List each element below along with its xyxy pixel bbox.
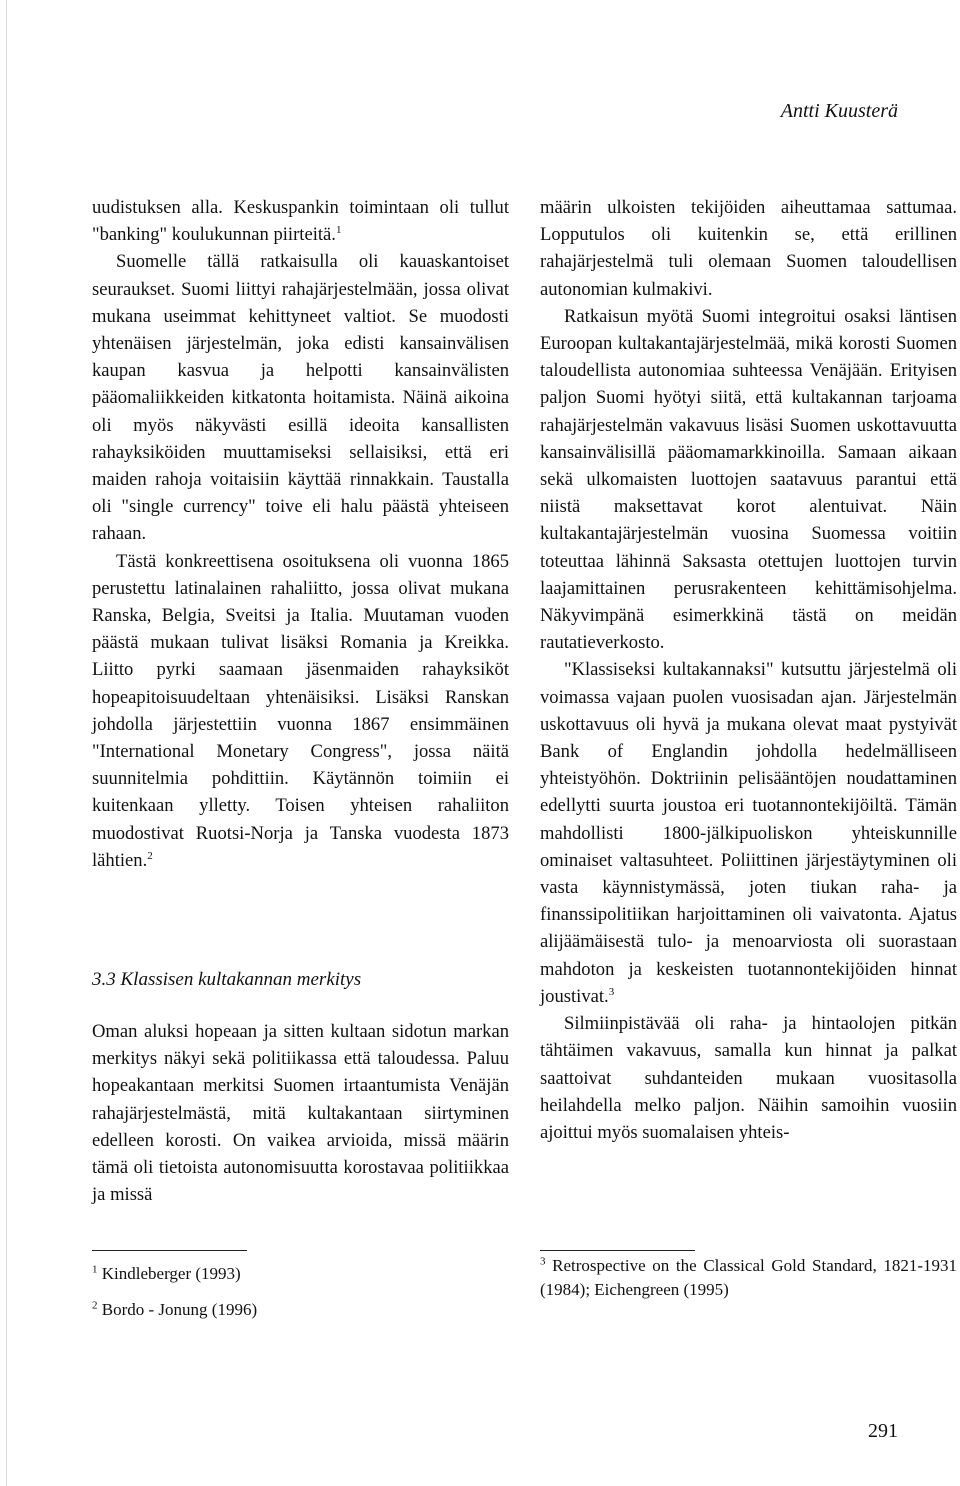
right-column [540,194,957,1146]
left-column [92,194,509,874]
footnote-text: Kindleberger (1993) [101,1264,241,1283]
paragraph: Silmiinpistävää oli raha- ja hintaolojen pitkän tähtäimen vakavuus, samalla kun hinnat ja palkat saattoivat suhdanteiden mukaan vuositasolla heilahdella melko paljon. Näihin samoihin vuosiin ajoittui myös suomalaisen yhteis- [540,1013,957,1143]
section-heading: 3.3 Klassisen kultakannan merkitys [92,969,362,990]
paragraph: Ratkaisun myötä Suomi integroitui osaksi läntisen Euroopan kultakantajärjestelmää, mikä korosti Suomen taloudellista autonomiaa suhteessa Venäjään. Erityisen paljon Suomi hyötyi siitä, että kultakannan tarjoama rahajärjestelmän vakavuus lisäsi Suomen uskottavuutta kansainvälisillä pääomamarkkinoilla. Samaan aikaan sekä ulkomaisten luottojen saatavuus parantui että niistä maksettavat korot alentuivat. Näin kultakantajärjestelmän vuosina Suomessa voitiin toteuttaa lähinnä Saksasta otettujen luottojen turvin laajamittainen perusrakenteen kehittämisohjelma. Näkyvimpänä esimerkkinä tästä on meidän rautatieverkosto. [540,305,957,654]
paragraph-text: Tästä konkreettisena osoituksena oli vuonna 1865 perustettu latinalainen rahaliitto, jossa olivat mukana Ranska, Belgia, Sveitsi ja Italia. Muutaman vuoden päästä mukaan tulivat lisäksi Romania ja Kreikka. Liitto pyrki saamaan jäsenmaiden rahayksiköt hopeapitoisuudeltaan yhtenäisiksi. Lisäksi Ranskan johdolla järjestettiin vuonna 1867 ensimmäinen "International Monetary Congress", jossa näitä suunnitelmia pohdittiin. Käytännön toimiin ei kuitenkaan ylletty. Toisen yhteisen rahaliiton muodostivat Ruotsi-Norja ja Tanska vuodesta 1873 lähtien. [92,550,509,871]
footnote-divider [92,1250,247,1251]
footnote-number: 3 [540,1255,546,1268]
paragraph-text: "Klassiseksi kultakannaksi" kutsuttu järjestelmä oli voimassa vajaan puolen vuosisadan ajan. Järjestelmän uskottavuus oli hyvä ja mukana olevat maat pystyivät Bank of Englandin johdolla hedelmälliseen yhteistyöhön. Doktriinin pelisääntöjen noudattaminen edellytti suurta joustoa eri tuotannontekijöiltä. Tämän mahdollisti 1800-jälkipuoliskon yhteiskunnille ominaiset valtasuhteet. Poliittinen järjestäytyminen oli vasta käynnistymässä, joten tiukan raha- ja finanssipolitiikan harjoittaminen oli vaivatonta. Ajatus alijäämäisestä tulo- ja menoarviosta oli suorastaan mahdoton ja keskeisten tuotannontekijöiden hinnat joustivat. [540,659,957,1007]
footnote-ref: 3 [608,985,615,998]
footnote-text: Bordo - Jonung (1996) [101,1300,258,1319]
footnote-divider [540,1250,695,1251]
section-paragraph: Oman aluksi hopeaan ja sitten kultaan sidotun markan merkitys näkyi sekä politiikassa että taloudessa. Paluu hopeakantaan merkitsi Suomen irtaantumista Venäjän rahajärjestelmästä, mitä kultakantaan siirtyminen edelleen korosti. On vaikea arvioida, missä määrin tämä oli tietoista autonomisuutta korostavaa politiikkaa ja missä [92,1021,509,1206]
paragraph: Suomelle tällä ratkaisulla oli kauaskantoiset seuraukset. Suomi liittyi rahajärjestelmään, jossa olivat mukana useimmat kehittyneet valtiot. Se muodosti yhtenäisen järjestelmän, joka edisti kansainvälisen kaupan kasvua ja helpotti kansainvälisten pääomaliikkeiden kitkatonta hoitamista. Näinä aikoina oli myös näkyvästi esillä ideoita kansallisten rahayksiköiden muuttamiseksi sellaisiksi, että eri maiden rahoja voitaisiin käyttää rinnakkain. Taustalla oli "single currency" toive eli halu päästä yhteiseen rahaan. [92,251,509,545]
footnote-ref: 1 [335,224,342,237]
paragraph: määrin ulkoisten tekijöiden aiheuttamaa sattumaa. Lopputulos oli kuitenkin se, että erillinen rahajärjestelmä tuli olemaan Suomen taloudellisen autonomian kulmakivi. [540,197,957,300]
paragraph-text: uudistuksen alla. Keskuspankin toimintaan oli tullut "banking" koulukunnan piirteitä. [92,197,509,246]
footnote-text: Retrospective on the Classical Gold Standard, 1821-1931 (1984); Eichengreen (1995) [540,1256,958,1299]
page-number: 291 [868,1420,898,1442]
footnote [92,1262,241,1286]
footnote-number: 2 [92,1299,98,1312]
footnote-number: 1 [92,1263,98,1276]
paragraph [540,656,957,1010]
footnote-ref: 2 [147,849,153,862]
running-header-author: Antti Kuusterä [780,100,898,122]
footnote [92,1298,257,1322]
scan-edge-line [6,0,7,1486]
paragraph [92,548,509,874]
footnote [540,1254,957,1302]
paragraph [92,194,509,248]
